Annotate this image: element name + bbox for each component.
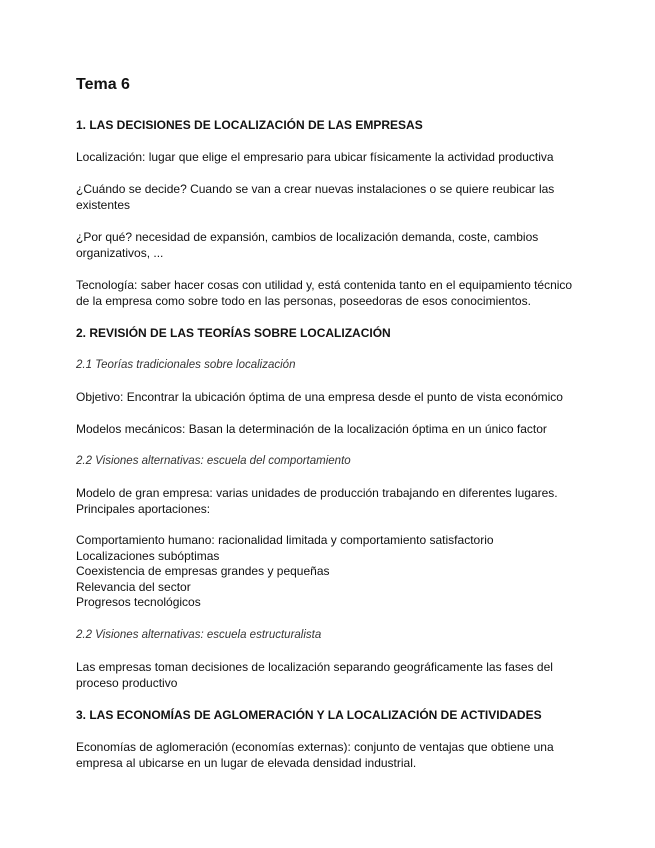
contributions-list xyxy=(76,533,576,611)
list-item: Relevancia del sector xyxy=(76,579,191,594)
section-2-paragraph-1: Objetivo: Encontrar la ubicación óptima de una empresa desde el punto de vista económico xyxy=(76,390,563,404)
list-item: Comportamiento humano: racionalidad limitada y comportamiento satisfactorio xyxy=(76,533,494,547)
section-2-paragraph-3-line-1: Modelo de gran empresa: varias unidades de producción trabajando en diferentes lugares. xyxy=(76,486,558,500)
section-2-paragraph-3-line-2: Principales aportaciones: xyxy=(76,502,211,516)
section-1-paragraph-4: Tecnología: saber hacer cosas con utilidad y, está contenida tanto en el equipamiento técnico de la empresa como sobre todo en las personas, poseedoras de esos conocimientos. xyxy=(76,278,573,308)
section-3-heading: 3. LAS ECONOMÍAS DE AGLOMERACIÓN Y LA LOCALIZACIÓN DE ACTIVIDADES xyxy=(76,707,542,722)
section-2-paragraph-4: Las empresas toman decisiones de localización separando geográficamente las fases del proceso productivo xyxy=(76,659,553,690)
list-item: Progresos tecnológicos xyxy=(76,595,201,610)
section-1-paragraph-2: ¿Cuándo se decide? Cuando se van a crear nuevas instalaciones o se quiere reubicar las existentes xyxy=(76,182,555,212)
section-2-subheading-2: 2.2 Visiones alternativas: escuela del comportamiento xyxy=(76,455,351,467)
section-1-heading: 1. LAS DECISIONES DE LOCALIZACIÓN DE LAS EMPRESAS xyxy=(76,118,423,132)
section-2-heading: 2. REVISIÓN DE LAS TEORÍAS SOBRE LOCALIZACIÓN xyxy=(76,326,391,340)
list-item: Coexistencia de empresas grandes y pequeñas xyxy=(76,564,330,579)
section-2-paragraph-2: Modelos mecánicos: Basan la determinación de la localización óptima en un único factor xyxy=(76,422,547,436)
section-3-paragraph-1: Economías de aglomeración (economías externas): conjunto de ventajas que obtiene una empresa al ubicarse en un lugar de elevada densidad industrial. xyxy=(76,739,554,770)
document-title: Tema 6 xyxy=(76,76,130,93)
section-1-paragraph-3: ¿Por qué? necesidad de expansión, cambios de localización demanda, coste, cambios organizativos, ... xyxy=(76,230,539,260)
document-page xyxy=(76,76,576,771)
section-1-paragraph-1: Localización: lugar que elige el empresario para ubicar físicamente la actividad productiva xyxy=(76,150,554,164)
section-2-subheading-3: 2.2 Visiones alternativas: escuela estructuralista xyxy=(76,628,322,641)
list-item: Localizaciones subóptimas xyxy=(76,548,220,563)
section-2-subheading-1: 2.1 Teorías tradicionales sobre localización xyxy=(76,359,296,371)
